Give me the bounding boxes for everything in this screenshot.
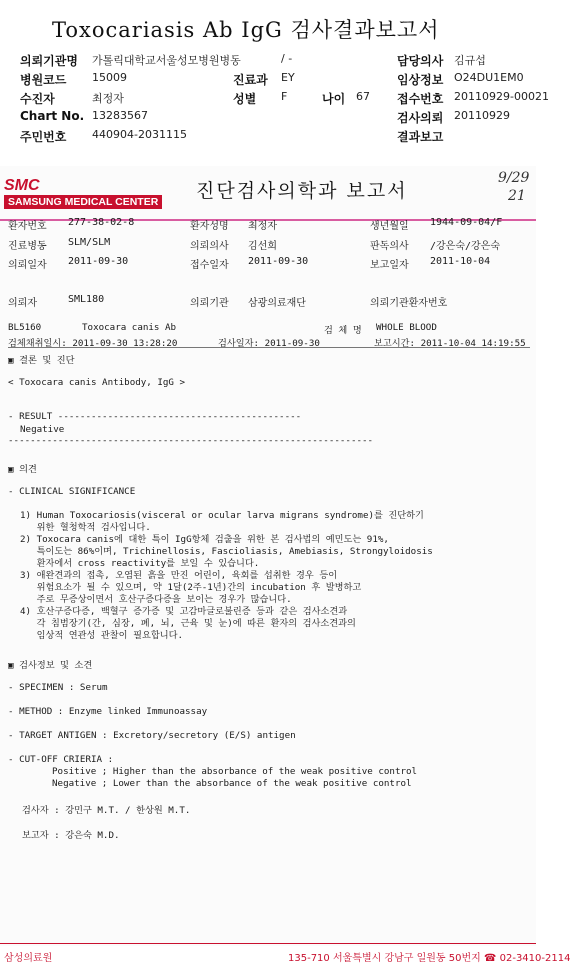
info-value: 2011-10-04: [430, 256, 491, 267]
header-value: 가톨릭대학교서울성모병원병동: [92, 54, 241, 67]
header-label: 담당의사: [397, 54, 444, 68]
info-label: 진료병동: [8, 241, 47, 252]
method-line: - METHOD : Enzyme linked Immunoassay: [8, 706, 208, 717]
info-label: 의뢰기관: [190, 298, 229, 309]
header-value: F: [281, 90, 288, 103]
paragraph-line: 환자에서 cross reactivity를 보일 수 있습니다.: [20, 558, 260, 569]
info-value: 2011-09-30: [248, 256, 309, 267]
tester-line: 검사자 : 강민구 M.T. / 한상원 M.T.: [22, 805, 191, 816]
header-label: Chart No.: [20, 109, 85, 123]
info-value: SLM/SLM: [68, 237, 111, 248]
header-value: 440904-2031115: [92, 128, 187, 141]
result-header: - RESULT --------------------------------------------: [8, 411, 302, 422]
header-label: 주민번호: [20, 130, 67, 144]
report-title: Toxocariasis Ab IgG 검사결과보고서: [52, 18, 440, 42]
paragraph-line: 각 침범장기(간, 심장, 폐, 뇌, 근육 및 눈)에 따른 환자의 검사소견과의: [20, 618, 356, 629]
info-value: 1944-09-04/F: [430, 217, 503, 228]
footer-rule: [0, 943, 536, 944]
info-label: 의뢰의사: [190, 241, 229, 252]
smc-logo: SMC: [4, 177, 40, 194]
header-label: 수진자: [20, 92, 55, 106]
info-label: 접수일자: [190, 260, 229, 271]
test-name: Toxocara canis Ab: [82, 322, 177, 333]
header-label: 의뢰기관명: [20, 54, 78, 68]
header-value: 13283567: [92, 109, 148, 122]
paragraph-line: 위험요소가 될 수 있으며, 약 1달(2주-1년)간의 incubation 후 발병하고: [20, 582, 362, 593]
paragraph-line: 임상적 연관성 관찰이 필요합니다.: [20, 630, 183, 641]
header-label: 접수번호: [397, 92, 444, 106]
info-value: 277-38-02-8: [68, 217, 135, 228]
specimen-label: 검 체 명: [324, 325, 362, 336]
info-label: 의뢰일자: [8, 260, 47, 271]
section-conclusion: ▣ 결론 및 진단: [8, 355, 75, 366]
clinical-significance: - CLINICAL SIGNIFICANCE: [8, 486, 136, 497]
header-value: / -: [281, 52, 293, 65]
info-label: 환자성명: [190, 221, 229, 232]
specimen-line: - SPECIMEN : Serum: [8, 682, 108, 693]
test-code: BL5160: [8, 322, 42, 333]
header-value: 김규섭: [454, 54, 486, 67]
header-label: 결과보고: [397, 130, 444, 144]
header-label: 나이: [322, 92, 346, 106]
handwritten-number: 21: [508, 188, 526, 204]
result-value: Negative: [20, 424, 65, 435]
header-value: EY: [281, 71, 295, 84]
info-value: /강은숙/강은숙: [430, 241, 501, 252]
collect-time: 검체채취일시: 2011-09-30 13:28:20: [8, 338, 178, 349]
info-label: 의뢰자: [8, 298, 37, 309]
cutoff-positive: Positive ; Higher than the absorbance of the weak positive control: [52, 766, 418, 777]
info-value: 2011-09-30: [68, 256, 129, 267]
info-label: 환자번호: [8, 221, 47, 232]
paragraph-line: 3) 애완견과의 접촉, 오염된 흙을 만진 어린이, 육회를 섭취한 경우 등이: [20, 570, 338, 581]
footer-address: 135-710 서울특별시 강남구 일원동 50번지 ☎ 02-3410-2114: [288, 953, 570, 964]
header-value: 20110929-00021: [454, 90, 549, 103]
info-value: SML180: [68, 294, 105, 305]
section-info: ▣ 검사정보 및 소견: [8, 660, 93, 671]
info-label: 생년월일: [370, 221, 409, 232]
header-value: 15009: [92, 71, 127, 84]
report-time: 보고시간: 2011-10-04 14:19:55: [374, 338, 526, 349]
header-value: 67: [356, 90, 370, 103]
header-value: 최정자: [92, 92, 124, 105]
header-label: 병원코드: [20, 73, 67, 87]
result-rule: ------------------------------------------------------------------: [8, 435, 374, 446]
info-label: 판독의사: [370, 241, 409, 252]
antibody-title: < Toxocara canis Antibody, IgG >: [8, 377, 186, 388]
reporter-line: 보고자 : 강은숙 M.D.: [22, 830, 120, 841]
header-value: O24DU1EM0: [454, 71, 524, 84]
info-label: 보고일자: [370, 260, 409, 271]
antigen-line: - TARGET ANTIGEN : Excretory/secretory (E/S) antigen: [8, 730, 296, 741]
samsung-medical-center-banner: SAMSUNG MEDICAL CENTER: [4, 195, 162, 209]
info-value: 삼광의료재단: [248, 298, 306, 309]
paragraph-line: 주로 무증상이면서 호산구증다증을 보이는 경우가 많습니다.: [20, 594, 292, 605]
specimen-value: WHOLE BLOOD: [376, 322, 437, 333]
document-title: 진단검사의학과 보고서: [196, 180, 408, 202]
info-label: 의뢰기관환자번호: [370, 298, 448, 309]
info-value: 김선희: [248, 241, 277, 252]
paragraph-line: 2) Toxocara canis에 대한 특이 IgG항체 검출을 위한 본 검사법의 예민도는 91%,: [20, 534, 389, 545]
paragraph-line: 1) Human Toxocariosis(visceral or ocular larva migrans syndrome)를 진단하기: [20, 510, 424, 521]
header-label: 임상정보: [397, 73, 444, 87]
info-value: 최정자: [248, 221, 277, 232]
handwritten-date: 9/29: [498, 170, 530, 186]
header-label: 검사의뢰: [397, 111, 444, 125]
exam-date: 검사일자: 2011-09-30: [218, 338, 320, 349]
paragraph-line: 위한 혈청학적 검사입니다.: [20, 522, 151, 533]
header-value: 20110929: [454, 109, 510, 122]
footer-brand: 삼성의료원: [4, 953, 53, 964]
header-label: 성별: [233, 92, 257, 106]
cutoff-line: - CUT-OFF CRIERIA :: [8, 754, 114, 765]
paragraph-line: 특이도는 86%이며, Trichinellosis, Fascioliasis, Amebiasis, Strongyloidosis: [20, 546, 433, 557]
cutoff-negative: Negative ; Lower than the absorbance of the weak positive control: [52, 778, 412, 789]
section-opinion: ▣ 의견: [8, 464, 37, 475]
divider: [8, 347, 530, 348]
header-label: 진료과: [233, 73, 268, 87]
paragraph-line: 4) 호산구증다증, 백혈구 증가증 및 고감마글로불린증 등과 같은 검사소견과: [20, 606, 348, 617]
